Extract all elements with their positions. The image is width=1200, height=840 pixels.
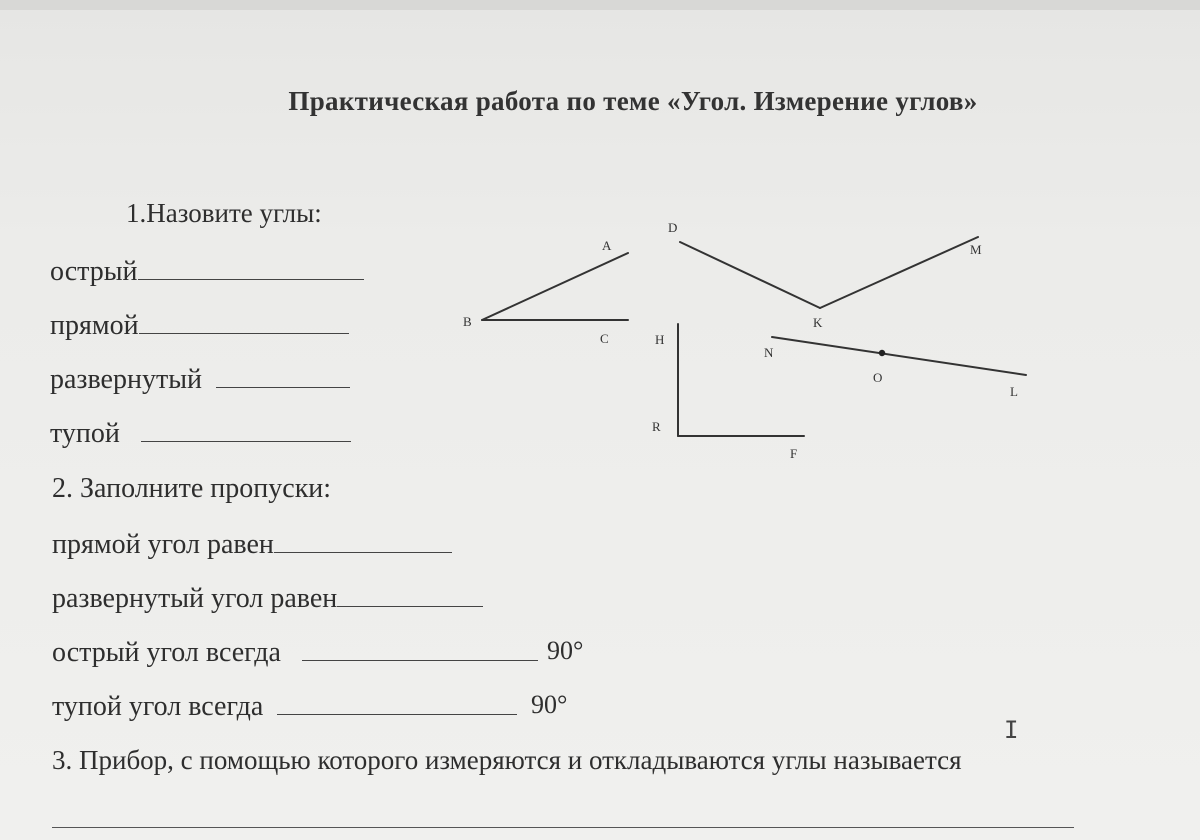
page-title: Практическая работа по теме «Угол. Измерение углов» — [288, 86, 978, 116]
task1-item-label: острый — [50, 256, 138, 287]
degree-value: 90° — [547, 636, 584, 665]
label-N: N — [764, 345, 774, 360]
label-A: A — [602, 238, 612, 253]
task2-item-label: развернутый угол равен — [52, 583, 338, 614]
point-O — [879, 350, 885, 356]
task3-heading: 3. Прибор, с помощью которого измеряются и откладываются углы называется — [52, 745, 962, 775]
label-H: H — [655, 332, 665, 347]
task2-item-label: прямой угол равен — [52, 529, 274, 560]
task2-item-label: тупой угол всегда — [52, 691, 264, 722]
label-F: F — [790, 446, 798, 461]
task1-item-label: прямой — [50, 310, 139, 341]
ray-KM — [820, 237, 978, 308]
label-M: M — [970, 242, 982, 257]
label-K: K — [813, 315, 823, 330]
label-O: O — [873, 370, 883, 385]
task2-heading: 2. Заполните пропуски: — [52, 473, 332, 504]
task1-item-label: развернутый — [50, 364, 202, 395]
ray-BA — [482, 253, 628, 320]
task2-item-label: острый угол всегда — [52, 637, 281, 668]
label-D: D — [668, 220, 678, 235]
task1-item-label: тупой — [50, 418, 120, 449]
ray-KD — [680, 242, 820, 308]
task1-heading: 1.Назовите углы: — [126, 198, 322, 228]
text-cursor-icon: I — [1004, 716, 1019, 744]
label-R: R — [652, 419, 661, 434]
label-L: L — [1010, 384, 1018, 399]
line-NL — [772, 337, 1026, 375]
degree-value: 90° — [531, 690, 568, 719]
label-B: B — [463, 314, 472, 329]
label-C: C — [600, 331, 609, 346]
